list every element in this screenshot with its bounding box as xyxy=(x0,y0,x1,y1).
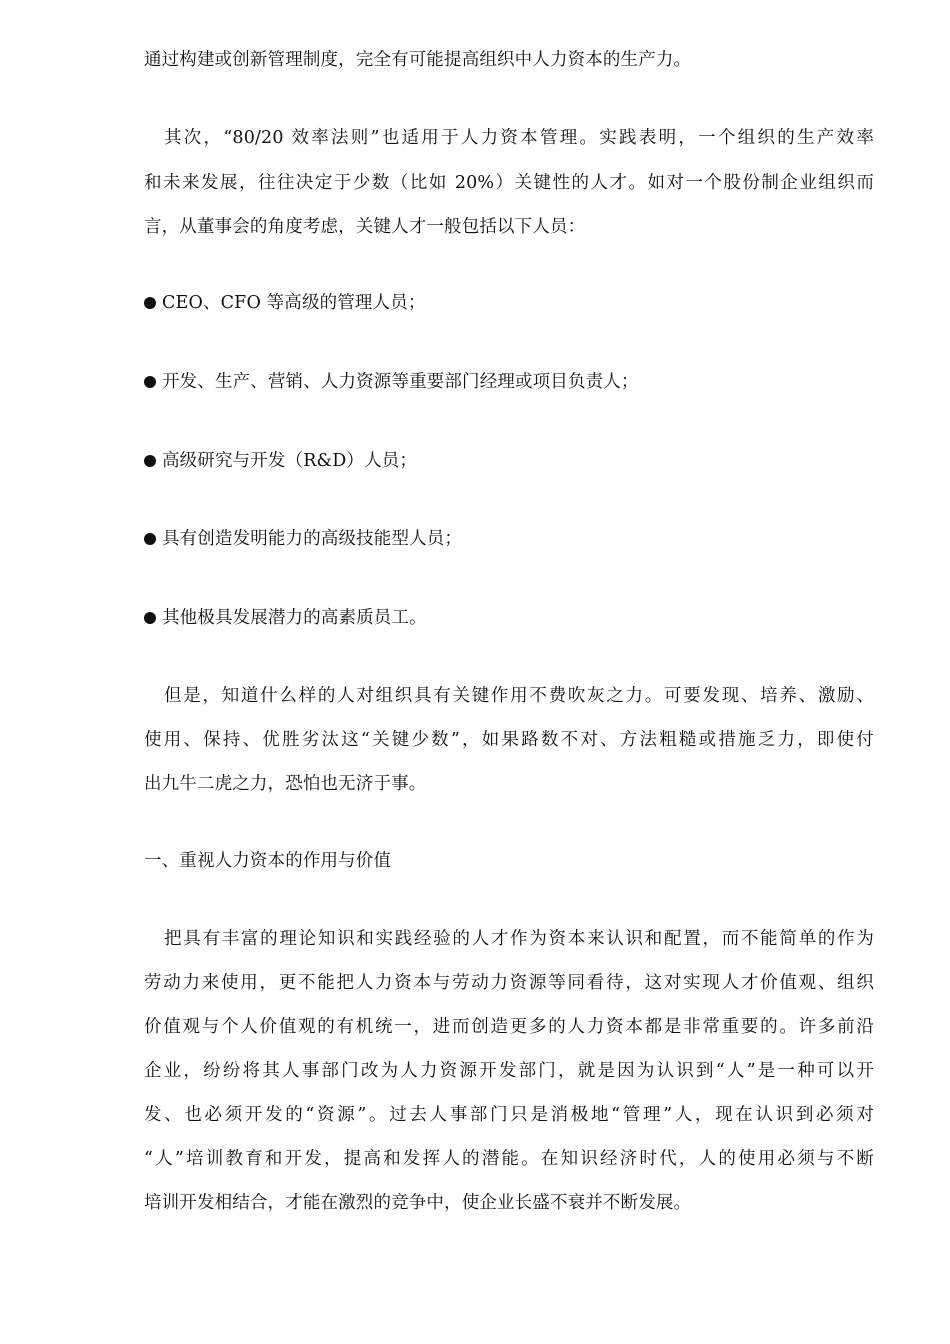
bullet-dot-icon xyxy=(144,533,156,545)
bullet-dot-icon xyxy=(144,455,156,467)
bullet-text: 其他极具发展潜力的高素质员工。 xyxy=(162,608,427,628)
bullet-item xyxy=(144,526,874,552)
bullet-text: CEO、CFO 等高级的管理人员； xyxy=(162,293,426,313)
paragraph-line: 企业，纷纷将其人事部门改为人力资源开发部门，就是因为认识到“人”是一种可以开 xyxy=(144,1061,874,1081)
paragraph-line: 劳动力来使用，更不能把人力资本与劳动力资源等同看待，这对实现人才价值观、组织 xyxy=(144,973,874,993)
paragraph-line: 发、也必须开发的“资源”。过去人事部门只是消极地“管理”人，现在认识到必须对 xyxy=(144,1105,874,1125)
bullet-dot-icon xyxy=(144,376,156,388)
paragraph-line: 但是，知道什么样的人对组织具有关键作用不费吹灰之力。可要发现、培养、激励、 xyxy=(164,686,874,706)
paragraph-line: 出九牛二虎之力，恐怕也无济于事。 xyxy=(144,774,427,794)
bullet-item xyxy=(144,448,874,474)
paragraph-line: 价值观与个人价值观的有机统一，进而创造更多的人力资本都是非常重要的。许多前沿 xyxy=(144,1017,874,1037)
paragraph-line: 培训开发相结合，才能在激烈的竞争中，使企业长盛不衰并不断发展。 xyxy=(144,1193,692,1213)
paragraph-line: 通过构建或创新管理制度，完全有可能提高组织中人力资本的生产力。 xyxy=(144,50,692,70)
paragraph-line: 其次，“80/20 效率法则”也适用于人力资本管理。实践表明，一个组织的生产效率 xyxy=(164,128,874,148)
paragraph-line: 和未来发展，往往决定于少数（比如 20%）关键性的人才。如对一个股份制企业组织而 xyxy=(144,173,874,193)
paragraph-line: 把具有丰富的理论知识和实践经验的人才作为资本来认识和配置，而不能简单的作为 xyxy=(164,929,874,949)
bullet-text: 开发、生产、营销、人力资源等重要部门经理或项目负责人； xyxy=(162,372,639,392)
bullet-item xyxy=(144,369,874,395)
section-heading: 一、重视人力资本的作用与价值 xyxy=(144,851,392,871)
paragraph-line: 使用、保持、优胜劣汰这“关键少数”，如果路数不对、方法粗糙或措施乏力，即使付 xyxy=(144,730,874,750)
bullet-text: 高级研究与开发（R&D）人员； xyxy=(162,451,418,471)
bullet-dot-icon xyxy=(144,612,156,624)
bullet-dot-icon xyxy=(144,297,156,309)
bullet-item xyxy=(144,290,874,316)
bullet-text: 具有创造发明能力的高级技能型人员； xyxy=(162,529,463,549)
paragraph-line: “人”培训教育和开发，提高和发挥人的潜能。在知识经济时代，人的使用必须与不断 xyxy=(144,1149,874,1169)
bullet-item xyxy=(144,605,874,631)
paragraph-line: 言，从董事会的角度考虑，关键人才一般包括以下人员： xyxy=(144,217,586,237)
